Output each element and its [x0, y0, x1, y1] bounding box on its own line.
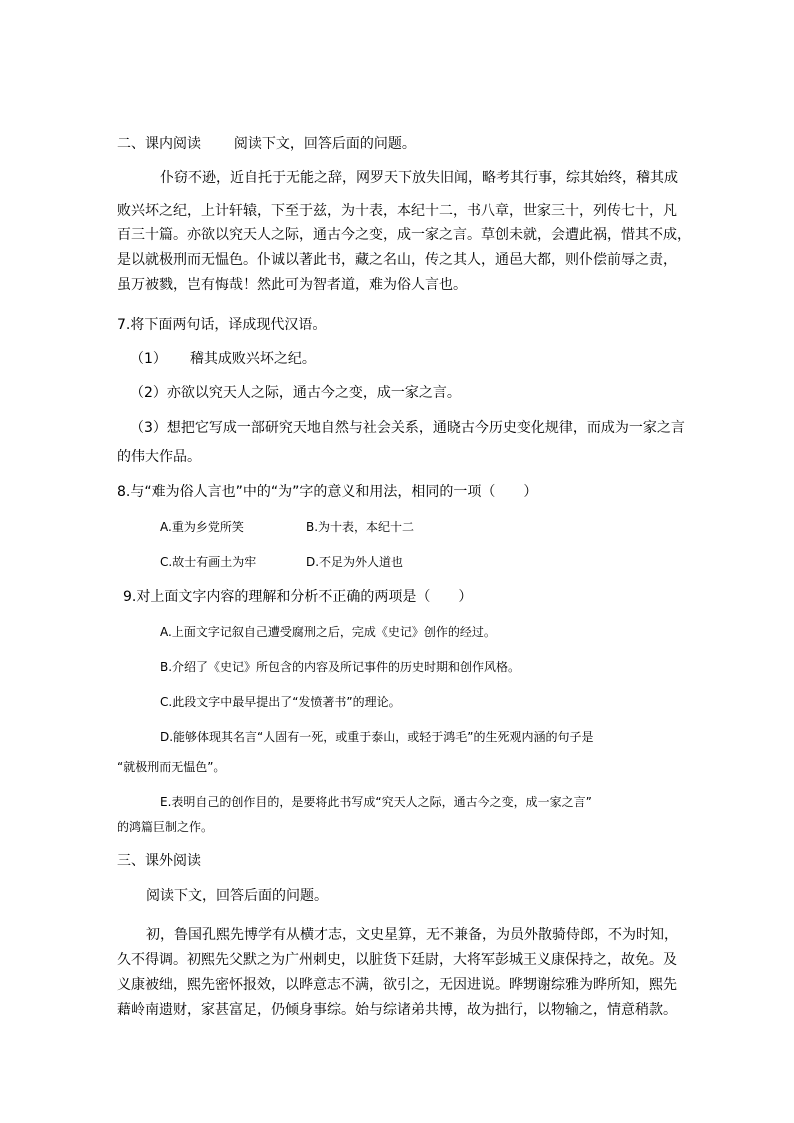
question-7-item-3: （3）想把它写成一部研究天地自然与社会关系，通晓古今历史变化规律，而成为一家之言 — [130, 420, 685, 436]
question-7-item-3-cont: 的伟大作品。 — [117, 449, 201, 465]
passage-line: 初，鲁国孔熙先博学有从横才志，文史星算，无不兼备，为员外散骑侍郎，不为时知， — [146, 927, 678, 943]
question-9-option-d: D.能够体现其名言“人固有一死，或重于泰山，或轻于鸿毛”的生死观内涵的句子是 — [160, 730, 594, 744]
question-8-stem: 8.与“难为俗人言也”中的“为”字的意义和用法，相同的一项（ ） — [117, 484, 538, 500]
passage-line: 百三十篇。亦欲以究天人之际，通古今之变，成一家之言。草创未就，会遭此祸，惜其不成， — [117, 227, 691, 243]
question-8-option-a: A.重为乡党所笑 — [160, 520, 244, 534]
question-7-item-2: （2）亦欲以究天人之际，通古今之变，成一家之言。 — [130, 385, 461, 401]
question-8-option-d: D.不足为外人道也 — [306, 555, 404, 569]
question-9-option-b: B.介绍了《史记》所包含的内容及所记事件的历史时期和创作风格。 — [160, 660, 521, 674]
question-8-option-b: B.为十表，本纪十二 — [306, 520, 415, 534]
question-7-stem: 7.将下面两句话，译成现代汉语。 — [117, 317, 327, 333]
section2-heading-line — [117, 134, 416, 154]
passage-line: 虽万被戮，岂有悔哉！然此可为智者道，难为俗人言也。 — [117, 277, 467, 293]
section2-instruction: 阅读下文，回答后面的问题。 — [233, 136, 416, 152]
passage-line: 是以就极刑而无愠色。仆诚以著此书，藏之名山，传之其人，通邑大都，则仆偿前辱之责， — [117, 252, 677, 268]
question-9-option-e: E.表明自己的创作目的，是要将此书写成“究天人之际，通古今之变，成一家之言” — [160, 795, 592, 809]
question-9-option-e-cont: 的鸿篇巨制之作。 — [117, 820, 214, 834]
question-9-option-a: A.上面文字记叙自己遭受腐刑之后，完成《史记》创作的经过。 — [160, 625, 496, 639]
passage-line: 久不得调。初熙先父默之为广州刺史，以脏货下廷尉，大将军彭城王义康保持之，故免。及 — [117, 952, 677, 968]
question-8-option-c: C.故士有画土为牢 — [160, 555, 257, 569]
section3-heading: 三、课外阅读 — [117, 853, 201, 869]
question-9-option-d-cont: “就极刑而无愠色”。 — [117, 760, 226, 774]
passage-line: 义康被绌，熙先密怀报效，以晔意志不满，欲引之，无因进说。晔甥谢综雅为晔所知，熙先 — [117, 977, 677, 993]
question-7-item-1 — [130, 349, 316, 369]
passage-line: 仆窃不逊，近自托于无能之辞，网罗天下放失旧闻，略考其行事，综其始终，稽其成 — [160, 170, 678, 186]
item-number: （1） — [130, 351, 167, 367]
question-9-option-c: C.此段文字中最早提出了“发愤著书”的理论。 — [160, 695, 401, 709]
section2-heading: 二、课内阅读 — [117, 136, 201, 152]
item-text: 稽其成败兴坏之纪。 — [189, 351, 316, 367]
passage-line: 败兴坏之纪，上计轩辕，下至于兹，为十表，本纪十二，书八章，世家三十，列传七十，凡 — [117, 203, 677, 219]
section3-instruction: 阅读下文，回答后面的问题。 — [146, 888, 328, 904]
passage-line: 藉岭南遗财，家甚富足，仍倾身事综。始与综诸弟共博，故为拙行，以物输之，情意稍款。 — [117, 1002, 677, 1018]
question-9-stem: 9.对上面文字内容的理解和分析不正确的两项是（ ） — [123, 589, 473, 605]
